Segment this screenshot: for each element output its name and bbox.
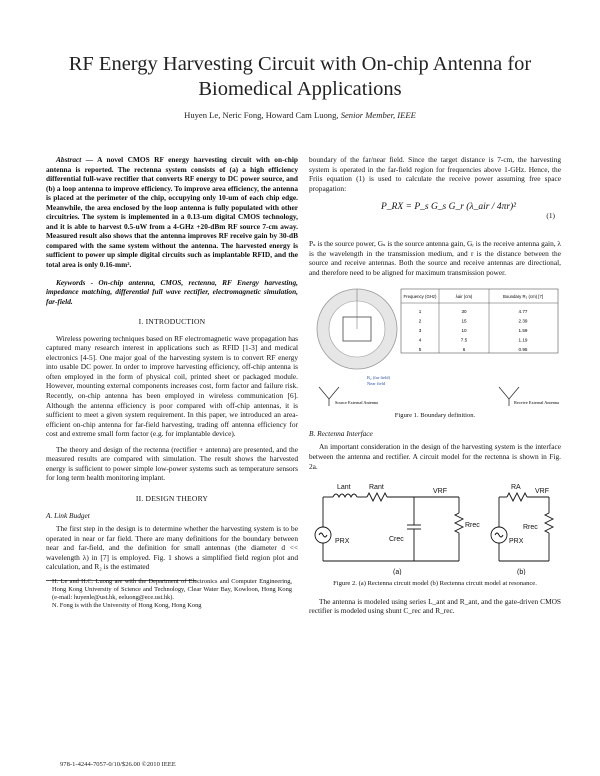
right-column: [309, 155, 561, 616]
label-rrec-a: Rrec: [465, 522, 480, 530]
table-cell: 30: [461, 309, 467, 315]
label-crec: Crec: [389, 536, 404, 544]
abstract: [46, 155, 298, 270]
friis-equation: [309, 199, 561, 235]
figure-1: [309, 287, 561, 407]
label-lant: Lant: [337, 484, 351, 492]
near-field-label: Near field: [367, 381, 386, 387]
label-fig-b: (b): [517, 569, 526, 576]
table-cell: 4.77: [518, 309, 528, 315]
table-cell: 3: [418, 328, 422, 334]
subsection-link-budget: A. Link Budget: [46, 510, 90, 520]
circuit-b: [491, 493, 553, 561]
far-field-label: R₂ (far field): [367, 375, 391, 381]
keywords-text: On-chip antenna, CMOS, rectenna, RF Energy harvesting, impedance matching, differential full wave rectifier, electromagnetic simulation, far-field.: [46, 277, 298, 306]
equation-number: (1): [546, 211, 555, 221]
table-cell: 7.5: [460, 337, 468, 343]
right-paragraph-1: boundary of the far/near field. Since the target distance is 7-cm, the harvesting system is operated in the far-field region for frequencies above 1-GHz. Hence, the Friis equation (1) is used to calculate the receive power assuming free space propagation:: [309, 155, 561, 193]
label-rrec-b: Rrec: [523, 524, 538, 532]
label-prx-a: PRX: [335, 538, 350, 546]
source-antenna-label: Source External Antenna: [335, 400, 378, 406]
intro-paragraph-2: The theory and design of the rectenna (rectifier + antenna) are presented, and the measured results are compared with simulation. The result shows the harvested energy is sufficient to power simple low-power systems such as temperature sensors for long term health monitoring implant.: [46, 444, 298, 483]
table-cell: 1.19: [518, 337, 528, 343]
left-column: [46, 155, 298, 610]
copyright-line: 978-1-4244-7057-0/10/$26.00 ©2010 IEEE: [60, 761, 176, 768]
label-ra: RA: [511, 484, 521, 492]
table-header-cell: λair (cm): [455, 294, 473, 300]
right-paragraph-2: Pₛ is the source power, Gₛ is the source antenna gain, Gᵣ is the receive antenna gain, λ is the wavelength in the transmission medium, and r is the distance between the source and receive antennas. Both the source and receive antennas are directional, and therefore need to be aligned for maximum transmission power.: [309, 239, 561, 277]
figure-2-caption: Figure 2. (a) Rectenna circuit model (b) Rectenna circuit model at resonance.: [333, 580, 537, 588]
label-vrf-a: VRF: [433, 488, 447, 496]
circuit-a: [315, 493, 463, 561]
paper-title: RF Energy Harvesting Circuit with On-chip Antenna for Biomedical Applications: [68, 53, 532, 100]
table-header-cell: Boundary R₂ (cm) [7]: [502, 294, 544, 300]
frequency-table-cells: [404, 294, 544, 352]
table-cell: 2: [418, 318, 422, 324]
table-header-cell: Frequency (GHz): [403, 294, 437, 300]
table-cell: 6: [462, 347, 466, 353]
table-cell: 5: [418, 347, 422, 353]
table-cell: 4: [418, 337, 422, 343]
intro-paragraph-1: Wireless powering techniques based on RF electromagnetic wave propagation has captured many research interest in applications such as RFID [1-3] and medical electronics [4-5]. One major goal of the harvesting system is to convert RF energy into usable DC power. In order to improve harvesting efficiency, off-chip antenna is often employed in the form of physical coil, printed sheet or packaged module. However, mounting external components increases cost, form factor and failure risk. Recently, on-chip antenna has been employed in wireless communication [6]. Although the antenna efficiency is poor compared with off-chip antennas, it is sufficient to meet a given system requirement. In this paper, we introduced an area-efficient on-chip antenna for far-field harvesting, trading off antenna efficiency for cost and extreme small form factor (e.g. for implantable device).: [46, 333, 298, 439]
receive-antenna-label: Receive External Antenna: [514, 400, 559, 406]
label-rant: Rant: [369, 484, 384, 492]
table-cell: 10: [461, 328, 467, 334]
footnotes: [46, 578, 292, 610]
author-names: Huyen Le, Neric Fong, Howard Cam Luong,: [184, 110, 339, 120]
keywords: [46, 278, 298, 307]
label-prx-b: PRX: [509, 538, 524, 546]
keywords-label: Keywords -: [56, 277, 94, 287]
subsection-rectenna-interface: B. Rectenna Interface: [309, 428, 373, 438]
section-heading-design-theory: II. DESIGN THEORY: [135, 493, 209, 503]
table-cell: 1: [418, 309, 422, 315]
figure-2: [309, 477, 561, 575]
equation-body: P_RX = P_s G_s G_r (λ_air / 4πr)²: [381, 202, 517, 213]
link-budget-paragraph: The first step in the design is to determine whether the harvesting system is to be operated in near or far field. There are many definitions for the boundary between near and far-field, and the definition for small antennas (the diameter d << wavelength λ) in [7] is employed. Fig. 1 shows a simplified field region plot and calculation, and R₂ is the estimated: [46, 524, 298, 572]
footnote-2: N. Fong is with the University of Hong Kong, Hong Kong: [52, 601, 202, 609]
table-cell: 1.59: [518, 328, 528, 334]
table-cell: 15: [461, 318, 467, 324]
label-vrf-b: VRF: [535, 488, 549, 496]
abstract-label: Abstract —: [56, 155, 94, 164]
author-line: [20, 110, 580, 120]
section-heading-introduction: I. INTRODUCTION: [138, 317, 206, 327]
label-fig-a: (a): [393, 569, 402, 576]
footnote-1: H. Le and H.C. Luong are with the Department of Electronics and Computer Engineering, Hong Kong University of Science and Technology, Clear Water Bay, Kowloon, Hong Kong (e-mail: huyenle@ust.hk, eeluong@ece.ust.hk).: [52, 577, 292, 601]
author-role: Senior Member, IEEE: [340, 110, 416, 120]
rectenna-paragraph-1: An important consideration in the design of the harvesting system is the interface between the antenna and rectifier. A circuit model for the rectenna is shown in Fig. 2a.: [309, 442, 561, 471]
abstract-text: A novel CMOS RF energy harvesting circuit with on-chip antenna is reported. The rectenna system consists of (a) a high efficiency differential full-wave rectifier that converts RF energy to DC power source, and (b) a loop antenna to improve efficiency. To improve area efficiency, the antenna is placed at the perimeter of the chip, occupying only 10-um of each chip edge. Meanwhile, the area enclosed by the loop antenna is fully populated with other circuitries. The system is implemented in a 0.13-um digital CMOS technology, and it is able to harvest 0.5-uW from a 4-GHz +20-dBm RF source 7-cm away. Measured result also shows that the antenna improves RF receive gain by 30-dB compared with the same system without the antenna. The harvested energy is sufficient to power up simple digital circuits such as implantable RFID, and the total area is only 0.16-mm².: [46, 155, 298, 270]
figure-1-caption: Figure 1. Boundary definition.: [394, 412, 476, 420]
table-cell: 0.95: [518, 347, 528, 353]
rectenna-paragraph-2: The antenna is modeled using series L_ant and R_ant, and the gate-driven CMOS rectifier is modeled using shunt C_rec and R_rec.: [309, 596, 561, 616]
table-cell: 2.39: [518, 318, 528, 324]
